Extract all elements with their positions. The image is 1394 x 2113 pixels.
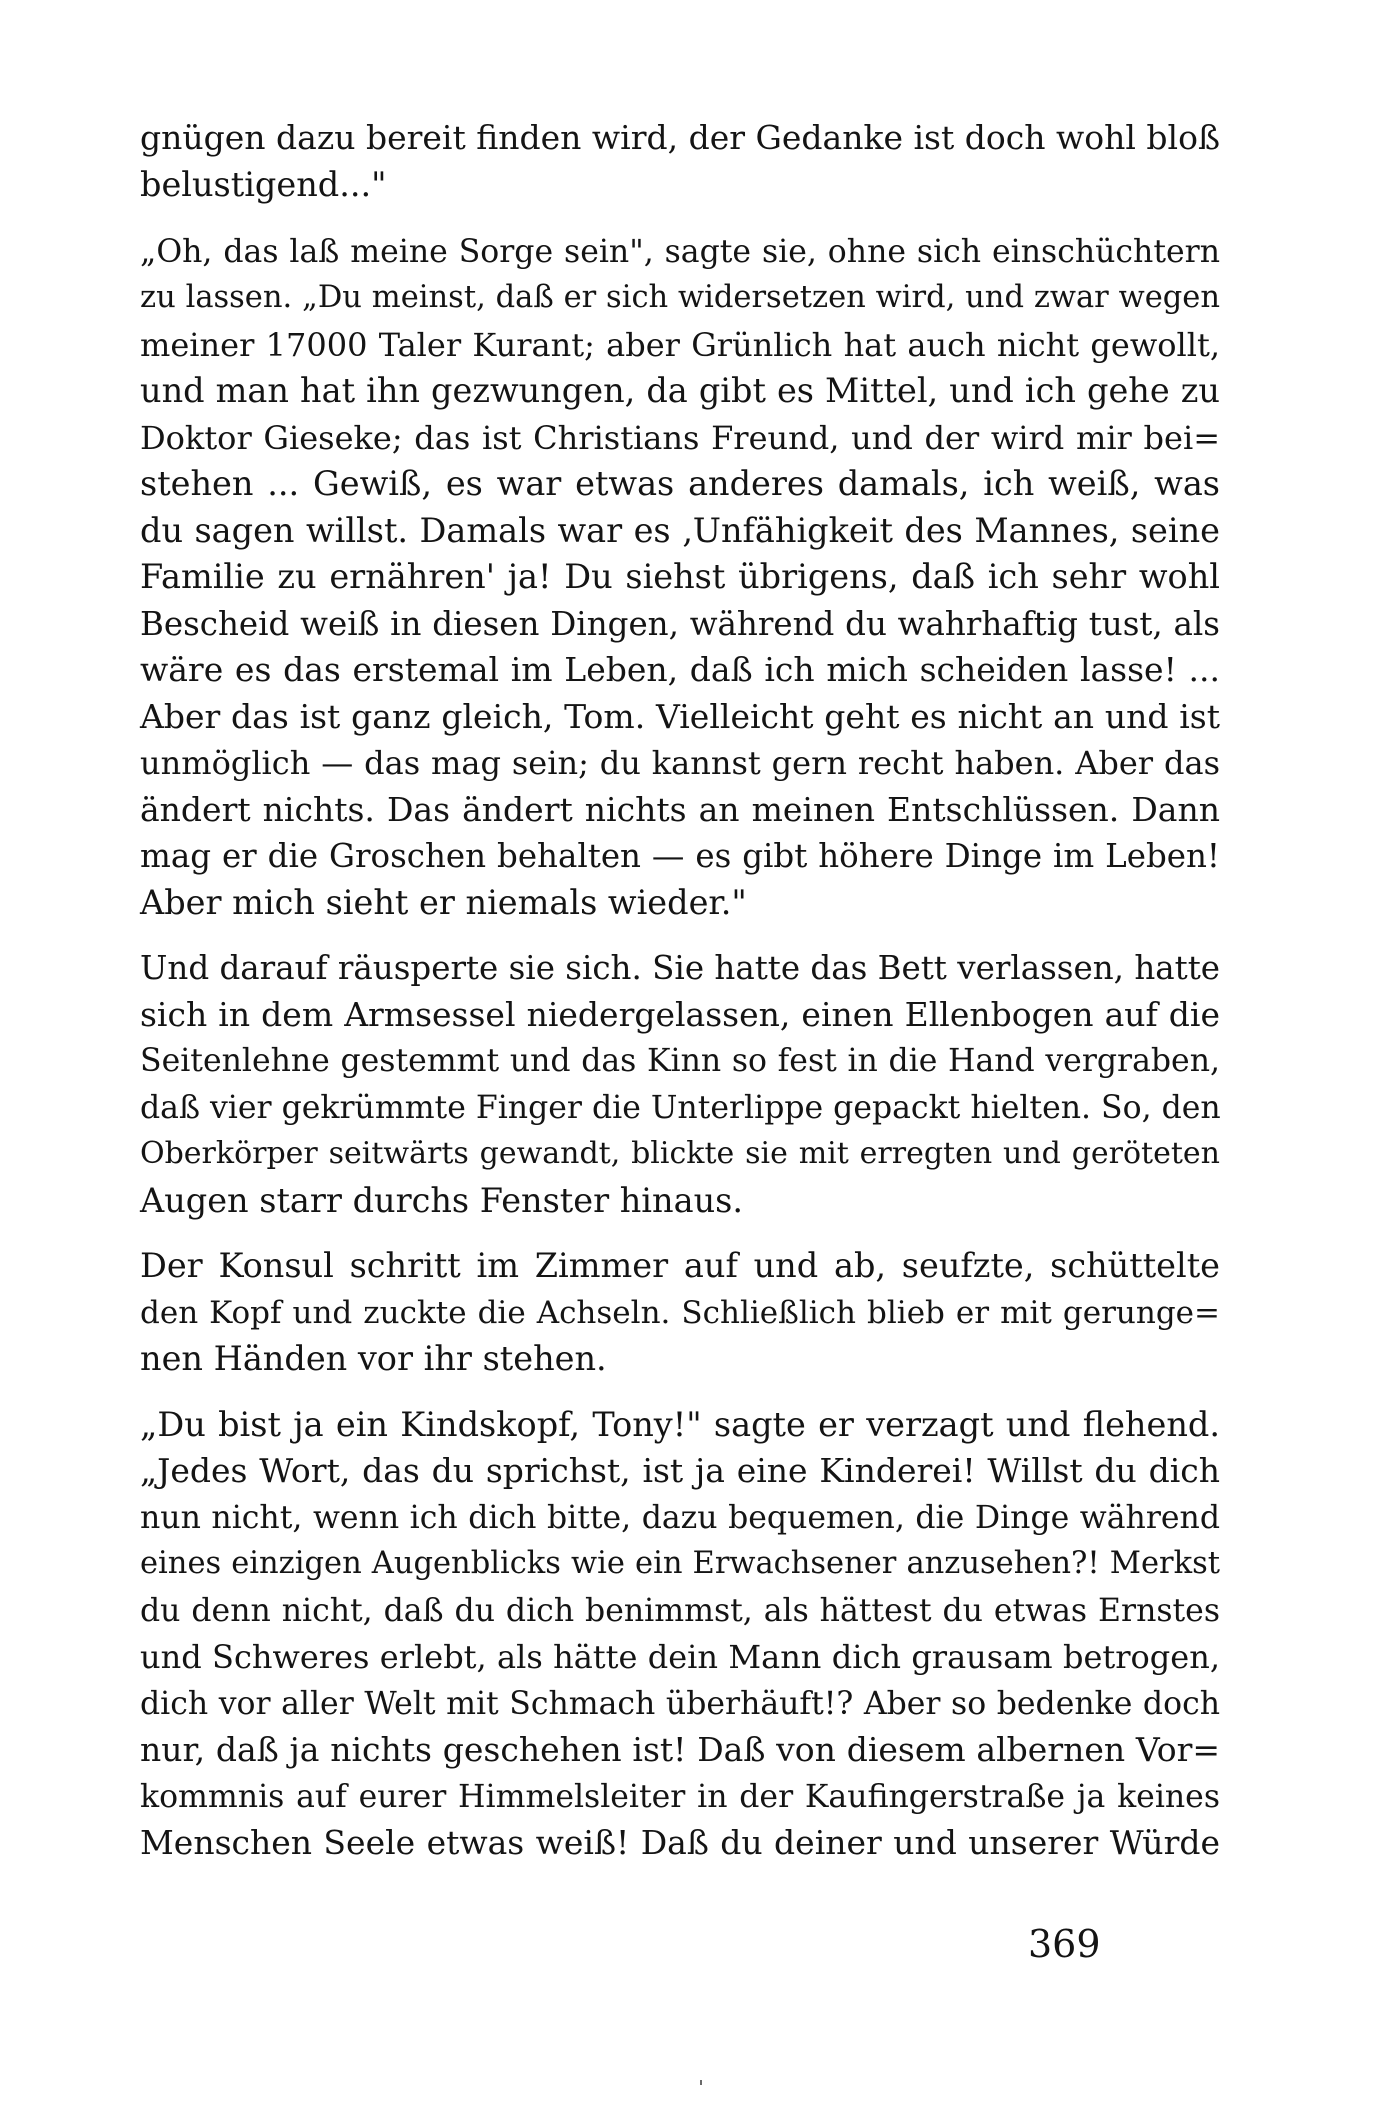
text-line: wäre es das erstemal im Leben, daß ich mich scheiden lasse! ... — [140, 650, 1220, 689]
text-line: „Oh, das laß meine Sorge sein", sagte sie, ohne sich einschüchtern — [140, 234, 1220, 270]
text-line: Oberkörper seitwärts gewandt, blickte sie mit erregten und geröteten — [140, 1136, 1220, 1171]
text-line: Bescheid weiß in diesen Dingen, während du wahrhaftig tust, als — [140, 605, 1220, 643]
text-line: nen Händen vor ihr stehen. — [140, 1339, 607, 1378]
text-line: gnügen dazu bereit finden wird, der Gedanke ist doch wohl bloß — [140, 118, 1220, 157]
text-line: sich in dem Armsessel niedergelassen, einen Ellenbogen auf die — [140, 995, 1220, 1034]
text-line: nun nicht, wenn ich dich bitte, dazu bequemen, die Dinge während — [140, 1500, 1220, 1536]
text-line: nur, daß ja nichts geschehen ist! Daß von diesem albernen Vor= — [140, 1730, 1220, 1769]
text-line: dich vor aller Welt mit Schmach überhäuft!? Aber so bedenke doch — [140, 1686, 1220, 1722]
text-line: „Jedes Wort, das du sprichst, ist ja eine Kinderei! Willst du dich — [140, 1451, 1220, 1490]
text-line: Aber mich sieht er niemals wieder." — [140, 883, 747, 922]
text-line: Familie zu ernähren' ja! Du siehst übrigens, daß ich sehr wohl — [140, 557, 1220, 596]
text-line: belustigend..." — [140, 165, 387, 204]
text-line: unmöglich — das mag sein; du kannst gern recht haben. Aber das — [140, 744, 1220, 782]
text-line: und Schweres erlebt, als hätte dein Mann dich grausam betrogen, — [140, 1638, 1220, 1676]
page-number: 369 — [1028, 1922, 1101, 1966]
text-line: ändert nichts. Das ändert nichts an meinen Entschlüssen. Dann — [140, 790, 1220, 829]
text-line: Aber das ist ganz gleich, Tom. Vielleicht geht es nicht an und ist — [140, 697, 1220, 736]
text-line: den Kopf und zuckte die Achseln. Schließlich blieb er mit gerunge= — [140, 1295, 1220, 1331]
text-line: meiner 17000 Taler Kurant; aber Grünlich hat auch nicht gewollt, — [140, 326, 1220, 364]
text-line: Und darauf räusperte sie sich. Sie hatte das Bett verlassen, hatte — [140, 949, 1220, 987]
text-line: Seitenlehne gestemmt und das Kinn so fest in die Hand vergraben, — [140, 1043, 1220, 1079]
text-line: kommnis auf eurer Himmelsleiter in der Kaufingerstraße ja keines — [140, 1779, 1220, 1815]
text-line: zu lassen. „Du meinst, daß er sich widersetzen wird, und zwar wegen — [140, 280, 1220, 315]
text-line: mag er die Groschen behalten — es gibt höhere Dinge im Leben! — [140, 837, 1220, 875]
print-speck — [700, 2080, 702, 2085]
text-line: daß vier gekrümmte Finger die Unterlippe gepackt hielten. So, den — [140, 1090, 1221, 1126]
text-line: du sagen willst. Damals war es ‚Unfähigkeit des Mannes, seine — [140, 511, 1220, 550]
text-line: und man hat ihn gezwungen, da gibt es Mittel, und ich gehe zu — [140, 371, 1220, 410]
text-line: Doktor Gieseke; das ist Christians Freund, und der wird mir bei= — [140, 419, 1220, 457]
text-line: stehen ... Gewiß, es war etwas anderes damals, ich weiß, was — [140, 464, 1220, 503]
text-line: „Du bist ja ein Kindskopf, Tony!" sagte er verzagt und flehend. — [140, 1405, 1220, 1444]
text-line: du denn nicht, daß du dich benimmst, als hättest du etwas Ernstes — [140, 1593, 1220, 1629]
text-line: Augen starr durchs Fenster hinaus. — [140, 1181, 743, 1220]
text-line: eines einzigen Augenblicks wie ein Erwachsener anzusehen?! Merkst — [140, 1546, 1220, 1581]
text-line: Der Konsul schritt im Zimmer auf und ab, seufzte, schüttelte — [140, 1246, 1220, 1285]
text-line: Menschen Seele etwas weiß! Daß du deiner und unserer Würde — [140, 1823, 1220, 1862]
